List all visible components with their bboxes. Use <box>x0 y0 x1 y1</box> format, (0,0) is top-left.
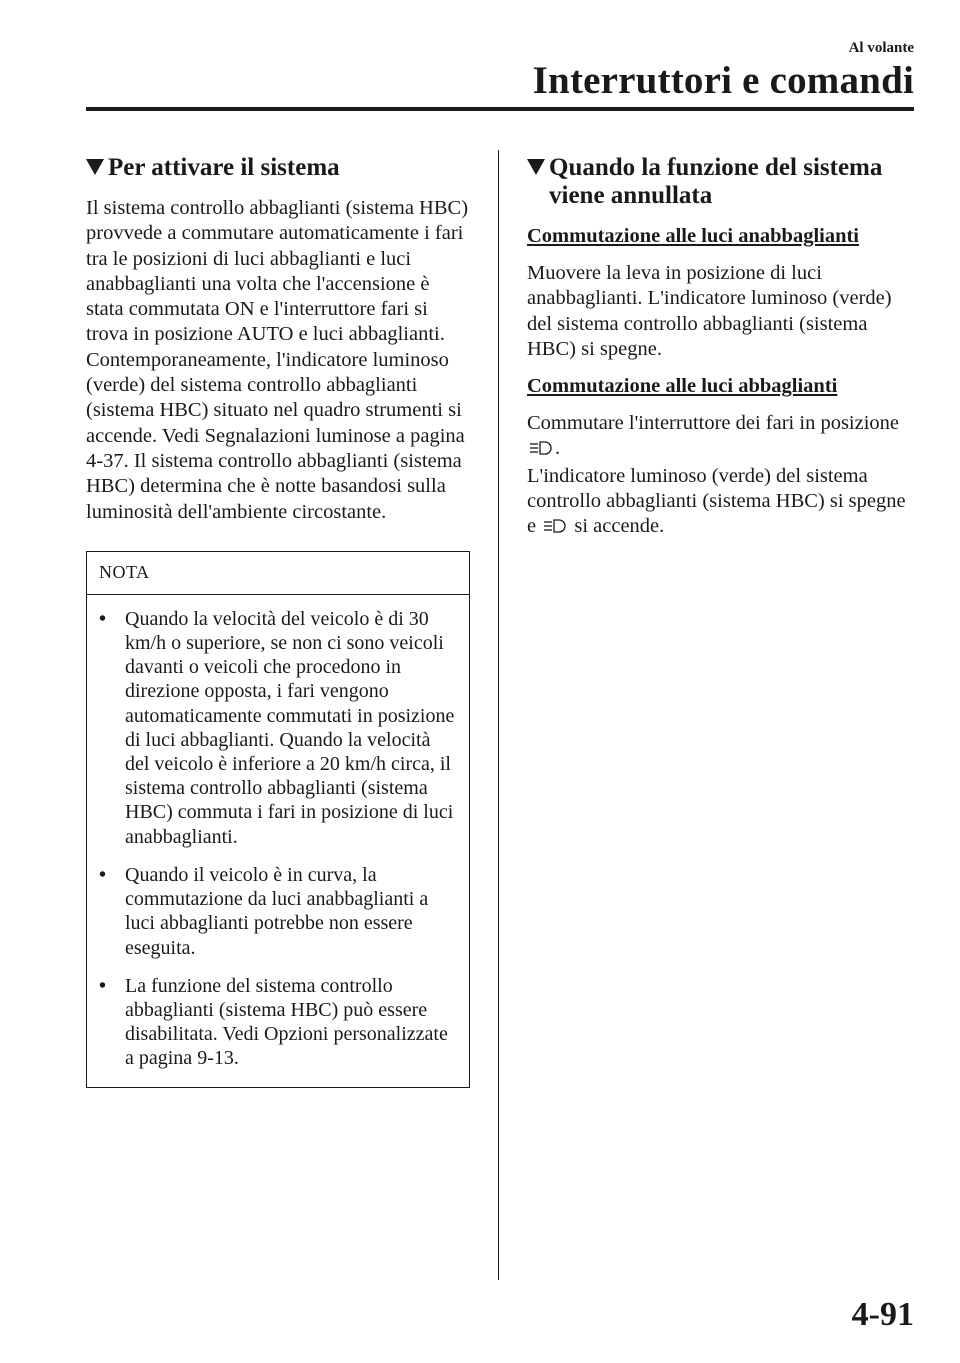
bullet: • <box>99 863 107 886</box>
section-heading-text <box>549 154 882 210</box>
note-item-text: Quando la velocità del veicolo è di 30 km/h o superiore, se non ci sono veicoli davanti o veicoli che procedono in direzione opposta, i fari vengono automaticamente commutati in posizione di luci abbaglianti. Quando la velocità del veicolo è inferiore a 20 km/h circa, il sistema controllo abbaglianti (sistema HBC) commuta i fari in posizione di luci anabbaglianti. <box>125 607 455 848</box>
note-item <box>99 863 455 960</box>
page-title: Interruttori e comandi <box>532 59 914 102</box>
high-beam-text-b: . <box>555 437 561 460</box>
high-beam-text-d: si accende. <box>574 515 665 538</box>
note-item <box>99 607 455 849</box>
low-beam-paragraph: Muovere la leva in posizione di luci anabbaglianti. L'indicatore luminoso (verde) del sistema controllo abbaglianti (sistema HBC) si spegne. <box>527 262 892 360</box>
header-rule <box>86 107 914 111</box>
high-beam-text-a: Commutare l'interruttore dei fari in posizione <box>527 412 900 435</box>
heading-line-2: viene annullata <box>549 182 713 209</box>
bullet: • <box>99 607 107 630</box>
note-item-text: Quando il veicolo è in curva, la commutazione da luci anabbaglianti a luci abbaglianti potrebbe non essere eseguita. <box>125 863 429 959</box>
down-triangle-icon <box>86 159 108 175</box>
section-heading-activate <box>86 154 470 182</box>
high-beam-text-c: L'indicatore luminoso (verde) del sistema controllo abbaglianti (sistema HBC) si spegne e <box>527 464 906 538</box>
high-beam-icon <box>529 438 553 463</box>
bullet: • <box>99 974 107 997</box>
header-section-label: Al volante <box>848 40 914 56</box>
right-column <box>527 154 917 554</box>
note-box <box>86 551 470 1088</box>
activate-paragraph: Il sistema controllo abbaglianti (sistema HBC) provvede a commutare automaticamente i fari tra le posizioni di luci abbaglianti e luci anabbaglianti una volta che l'accensione è stata commutata ON e l'interruttore fari si trova in posizione AUTO e luci abbaglianti. Contemporaneamente, l'indicatore luminoso (verde) del sistema controllo abbaglianti (sistema HBC) situato nel quadro strumenti si accende. Vedi Segnalazioni luminose a pagina 4-37. Il sistema controllo abbaglianti (sistema HBC) determina che è notte basandosi sulla luminosità dell'ambiente circostante. <box>86 197 469 523</box>
note-list <box>87 595 469 1087</box>
note-item-text: La funzione del sistema controllo abbaglianti (sistema HBC) può essere disabilitata. Vedi Opzioni personalizzate a pagina 9-13. <box>125 974 448 1070</box>
subheading-low-beam: Commutazione alle luci anabbaglianti <box>527 225 860 247</box>
note-item <box>99 974 455 1071</box>
high-beam-icon <box>543 516 567 541</box>
column-divider <box>498 150 499 1280</box>
subheading-high-beam: Commutazione alle luci abbaglianti <box>527 375 838 398</box>
down-triangle-icon <box>527 159 549 175</box>
page-number: 4-91 <box>851 1296 914 1333</box>
heading-line-1: Quando la funzione del sistema <box>549 154 883 181</box>
section-heading-text: Per attivare il sistema <box>108 154 340 181</box>
note-title: NOTA <box>87 552 469 595</box>
left-column <box>86 154 470 1088</box>
section-heading-cancel <box>527 154 917 210</box>
high-beam-paragraph <box>527 411 917 541</box>
